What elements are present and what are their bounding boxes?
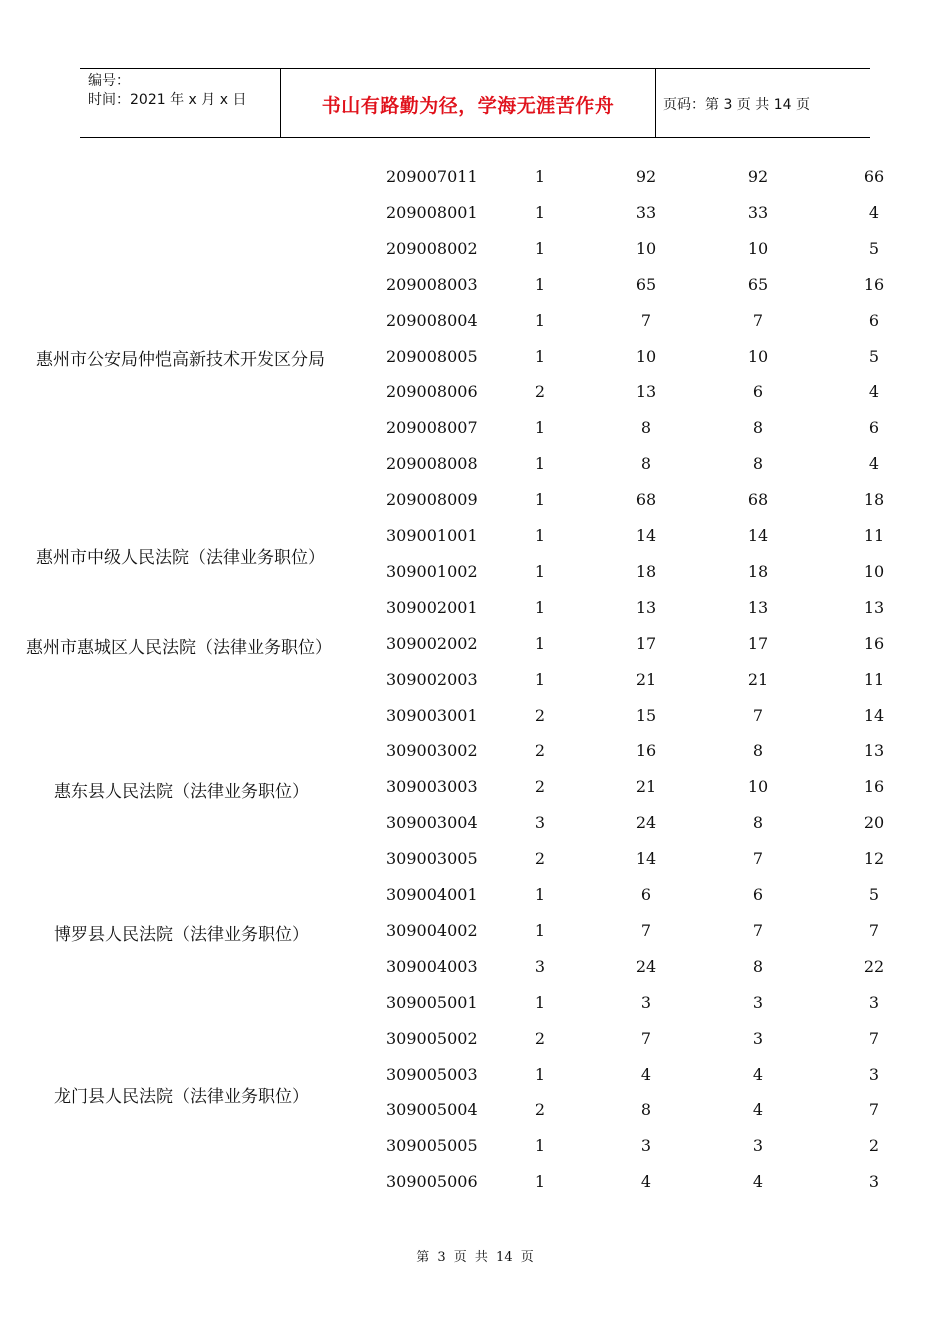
table-row xyxy=(0,1057,950,1093)
table-row xyxy=(0,195,950,231)
cell-value: 2 xyxy=(534,1028,546,1048)
cell-value: 1 xyxy=(534,526,546,545)
header-page-info: 页码：第 3 页 共 14 页 xyxy=(663,97,810,113)
position-code: 309002001 xyxy=(386,597,478,617)
cell-value: 7 xyxy=(868,1100,880,1120)
cell-value: 8 xyxy=(640,1100,652,1120)
table-row xyxy=(0,769,950,805)
cell-value: 7 xyxy=(868,1028,880,1048)
cell-value: 3 xyxy=(752,1028,764,1048)
org-name: 惠州市公安局仲恺高新技术开发区分局 xyxy=(36,350,325,370)
cell-value: 14 xyxy=(635,526,657,545)
table-row xyxy=(0,949,950,985)
org-name: 惠州市惠城区人民法院（法律业务职位） xyxy=(26,638,332,658)
cell-value: 24 xyxy=(635,956,657,976)
cell-value: 2 xyxy=(534,705,546,725)
table-row xyxy=(0,374,950,410)
position-code: 309004001 xyxy=(386,885,478,904)
table-row xyxy=(0,446,950,482)
cell-value: 5 xyxy=(868,346,880,366)
table-row xyxy=(0,1021,950,1057)
org-name: 惠东县人民法院（法律业务职位） xyxy=(54,782,309,802)
header-motto: 书山有路勤为径，学海无涯苦作舟 xyxy=(321,95,615,117)
cell-value: 14 xyxy=(747,526,769,545)
cell-value: 5 xyxy=(868,238,880,258)
cell-value: 18 xyxy=(747,561,769,581)
position-code: 309003003 xyxy=(386,777,478,797)
cell-value: 4 xyxy=(868,454,880,474)
cell-value: 21 xyxy=(635,669,657,689)
cell-value: 10 xyxy=(747,346,769,366)
cell-value: 1 xyxy=(534,310,546,330)
cell-value: 6 xyxy=(868,310,880,330)
position-code: 309001001 xyxy=(386,526,478,545)
cell-value: 65 xyxy=(635,274,657,294)
cell-value: 7 xyxy=(752,705,764,725)
position-code: 309001002 xyxy=(386,561,478,581)
cell-value: 4 xyxy=(752,1064,764,1084)
cell-value: 2 xyxy=(868,1136,880,1156)
cell-value: 1 xyxy=(534,633,546,653)
position-code: 309003002 xyxy=(386,741,478,761)
cell-value: 10 xyxy=(747,238,769,258)
position-code: 309005003 xyxy=(386,1064,478,1084)
position-code: 209008001 xyxy=(386,202,478,222)
table-row xyxy=(0,733,950,769)
cell-value: 4 xyxy=(752,1100,764,1120)
table-row xyxy=(0,267,950,303)
org-name: 惠州市中级人民法院（法律业务职位） xyxy=(36,548,325,568)
header-divider xyxy=(655,69,656,137)
position-code: 209008003 xyxy=(386,274,478,294)
cell-value: 3 xyxy=(868,992,880,1012)
cell-value: 10 xyxy=(747,777,769,797)
table-row xyxy=(0,159,950,195)
cell-value: 1 xyxy=(534,920,546,940)
position-code: 309004002 xyxy=(386,920,478,940)
cell-value: 2 xyxy=(534,1100,546,1120)
cell-value: 13 xyxy=(635,597,657,617)
cell-value: 15 xyxy=(635,705,657,725)
cell-value: 1 xyxy=(534,1172,546,1192)
cell-value: 6 xyxy=(640,885,652,904)
cell-value: 1 xyxy=(534,1136,546,1156)
position-code: 309004003 xyxy=(386,956,478,976)
table-row xyxy=(0,554,950,590)
cell-value: 4 xyxy=(640,1172,652,1192)
cell-value: 5 xyxy=(868,885,880,904)
cell-value: 7 xyxy=(752,310,764,330)
cell-value: 20 xyxy=(863,813,885,833)
cell-value: 92 xyxy=(747,167,769,186)
table-row xyxy=(0,518,950,554)
cell-value: 4 xyxy=(868,202,880,222)
table-row xyxy=(0,590,950,626)
cell-value: 10 xyxy=(635,238,657,258)
cell-value: 65 xyxy=(747,274,769,294)
table-row xyxy=(0,985,950,1021)
cell-value: 1 xyxy=(534,238,546,258)
cell-value: 3 xyxy=(752,992,764,1012)
cell-value: 2 xyxy=(534,741,546,761)
cell-value: 4 xyxy=(868,382,880,402)
table-row xyxy=(0,1128,950,1164)
cell-value: 1 xyxy=(534,418,546,438)
cell-value: 1 xyxy=(534,490,546,510)
position-code: 209008002 xyxy=(386,238,478,258)
cell-value: 8 xyxy=(752,454,764,474)
cell-value: 17 xyxy=(747,633,769,653)
position-code: 309005004 xyxy=(386,1100,478,1120)
table-row xyxy=(0,805,950,841)
cell-value: 1 xyxy=(534,885,546,904)
cell-value: 1 xyxy=(534,454,546,474)
table-row xyxy=(0,698,950,734)
cell-value: 3 xyxy=(752,1136,764,1156)
cell-value: 11 xyxy=(863,669,885,689)
cell-value: 14 xyxy=(863,705,885,725)
time-label: 时间：2021 年 x 月 x 日 xyxy=(88,92,247,108)
cell-value: 2 xyxy=(534,382,546,402)
position-code: 209008006 xyxy=(386,382,478,402)
cell-value: 8 xyxy=(752,956,764,976)
cell-value: 21 xyxy=(635,777,657,797)
cell-value: 10 xyxy=(635,346,657,366)
position-code: 309002003 xyxy=(386,669,478,689)
table-row xyxy=(0,339,950,375)
cell-value: 7 xyxy=(640,1028,652,1048)
cell-value: 8 xyxy=(752,741,764,761)
cell-value: 8 xyxy=(752,418,764,438)
cell-value: 7 xyxy=(752,920,764,940)
position-code: 309005001 xyxy=(386,992,478,1012)
cell-value: 3 xyxy=(868,1172,880,1192)
cell-value: 16 xyxy=(863,777,885,797)
cell-value: 68 xyxy=(747,490,769,510)
cell-value: 21 xyxy=(747,669,769,689)
table-row xyxy=(0,303,950,339)
cell-value: 11 xyxy=(863,526,885,545)
page-footer: 第 3 页 共 14 页 xyxy=(416,1250,534,1265)
page-header xyxy=(80,68,870,138)
cell-value: 1 xyxy=(534,202,546,222)
position-code: 209008005 xyxy=(386,346,478,366)
cell-value: 7 xyxy=(752,849,764,869)
org-name: 博罗县人民法院（法律业务职位） xyxy=(54,925,309,945)
cell-value: 22 xyxy=(863,956,885,976)
cell-value: 4 xyxy=(640,1064,652,1084)
position-code: 309005006 xyxy=(386,1172,478,1192)
cell-value: 8 xyxy=(640,418,652,438)
cell-value: 13 xyxy=(747,597,769,617)
cell-value: 3 xyxy=(640,992,652,1012)
table-row xyxy=(0,410,950,446)
cell-value: 3 xyxy=(868,1064,880,1084)
table-row xyxy=(0,231,950,267)
cell-value: 8 xyxy=(752,813,764,833)
cell-value: 8 xyxy=(640,454,652,474)
table-row xyxy=(0,841,950,877)
cell-value: 6 xyxy=(868,418,880,438)
cell-value: 24 xyxy=(635,813,657,833)
position-code: 209008008 xyxy=(386,454,478,474)
cell-value: 6 xyxy=(752,885,764,904)
table-row xyxy=(0,482,950,518)
position-code: 309005005 xyxy=(386,1136,478,1156)
position-code: 309003004 xyxy=(386,813,478,833)
cell-value: 16 xyxy=(863,274,885,294)
cell-value: 13 xyxy=(863,597,885,617)
position-code: 209008009 xyxy=(386,490,478,510)
cell-value: 3 xyxy=(640,1136,652,1156)
cell-value: 12 xyxy=(863,849,885,869)
org-name: 龙门县人民法院（法律业务职位） xyxy=(54,1087,309,1107)
table-row xyxy=(0,626,950,662)
cell-value: 33 xyxy=(747,202,769,222)
cell-value: 18 xyxy=(635,561,657,581)
position-code: 309002002 xyxy=(386,633,478,653)
cell-value: 92 xyxy=(635,167,657,186)
cell-value: 1 xyxy=(534,669,546,689)
cell-value: 7 xyxy=(868,920,880,940)
cell-value: 6 xyxy=(752,382,764,402)
cell-value: 1 xyxy=(534,167,546,186)
cell-value: 7 xyxy=(640,310,652,330)
position-code: 209008004 xyxy=(386,310,478,330)
table-row xyxy=(0,662,950,698)
cell-value: 68 xyxy=(635,490,657,510)
cell-value: 7 xyxy=(640,920,652,940)
position-code: 309003005 xyxy=(386,849,478,869)
cell-value: 1 xyxy=(534,561,546,581)
cell-value: 33 xyxy=(635,202,657,222)
number-label: 编号： xyxy=(88,73,130,89)
position-code: 209008007 xyxy=(386,418,478,438)
cell-value: 3 xyxy=(534,956,546,976)
position-code: 209007011 xyxy=(386,167,478,186)
table-row xyxy=(0,1092,950,1128)
cell-value: 66 xyxy=(863,167,885,186)
table-row xyxy=(0,913,950,949)
cell-value: 1 xyxy=(534,274,546,294)
cell-value: 13 xyxy=(635,382,657,402)
cell-value: 1 xyxy=(534,992,546,1012)
header-meta xyxy=(88,72,283,110)
position-code: 309005002 xyxy=(386,1028,478,1048)
cell-value: 2 xyxy=(534,777,546,797)
table-row xyxy=(0,877,950,913)
cell-value: 3 xyxy=(534,813,546,833)
position-code: 309003001 xyxy=(386,705,478,725)
cell-value: 1 xyxy=(534,346,546,366)
table-row xyxy=(0,1164,950,1200)
cell-value: 2 xyxy=(534,849,546,869)
cell-value: 14 xyxy=(635,849,657,869)
cell-value: 13 xyxy=(863,741,885,761)
cell-value: 1 xyxy=(534,1064,546,1084)
cell-value: 18 xyxy=(863,490,885,510)
cell-value: 17 xyxy=(635,633,657,653)
cell-value: 10 xyxy=(863,561,885,581)
cell-value: 16 xyxy=(863,633,885,653)
cell-value: 16 xyxy=(635,741,657,761)
cell-value: 1 xyxy=(534,597,546,617)
cell-value: 4 xyxy=(752,1172,764,1192)
